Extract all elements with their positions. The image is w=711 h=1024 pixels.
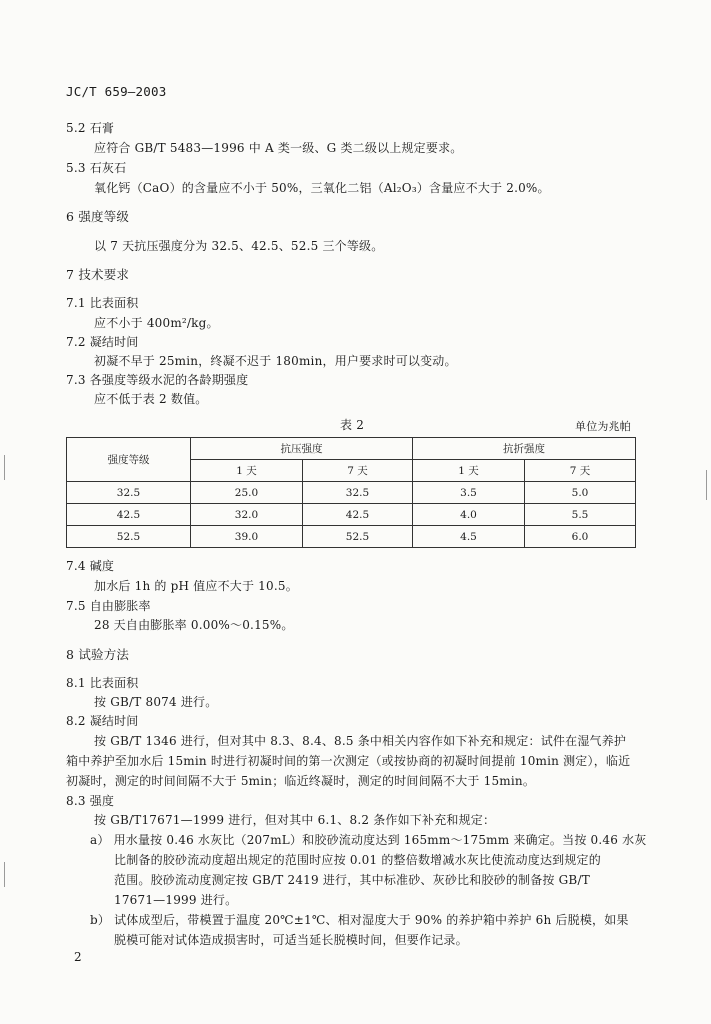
section-7-4-title: 7.4 碱度 (66, 559, 115, 573)
section-5-3-title: 5.3 石灰石 (66, 161, 127, 175)
section-8-2-para: 按 GB/T 1346 进行，但对其中 8.3、8.4、8.5 条中相关内容作如下补充和规定：试件在湿气养护 (94, 734, 627, 748)
table-cell: 52.5 (303, 526, 413, 548)
section-8-2-para: 箱中养护至加水后 15min 时进行初凝时间的第一次测定（或按协商的初凝时间提前 10min 测定），临近 (66, 754, 631, 768)
section-8-3-title: 8.3 强度 (66, 794, 115, 808)
section-6-body: 以 7 天抗压强度分为 32.5、42.5、52.5 三个等级。 (94, 239, 384, 253)
strength-table (66, 437, 636, 548)
table-caption: 表 2 (340, 418, 365, 432)
table-cell: 32.0 (191, 504, 303, 526)
section-7-4-body: 加水后 1h 的 pH 值应不大于 10.5。 (94, 579, 298, 593)
item-a-line: 比制备的胶砂流动度超出规定的范围时应按 0.01 的整倍数增减水灰比使流动度达到规定的 (114, 853, 601, 867)
section-7-3-body: 应不低于表 2 数值。 (94, 392, 208, 406)
table-cell: 52.5 (67, 526, 191, 548)
table-cell: 5.0 (525, 482, 636, 504)
section-8-1-body: 按 GB/T 8074 进行。 (94, 695, 218, 709)
sub-header: 7 天 (303, 460, 413, 482)
section-7-5-title: 7.5 自由膨胀率 (66, 599, 151, 613)
section-8-title: 8 试验方法 (66, 647, 130, 662)
item-a-line: a） 用水量按 0.46 水灰比（207mL）和胶砂流动度达到 165mm～175mm 来确定。当按 0.46 水灰 (90, 833, 647, 847)
standard-code: JC/T 659—2003 (66, 84, 167, 99)
table-row (67, 526, 636, 548)
table-cell: 3.5 (413, 482, 525, 504)
table-cell: 6.0 (525, 526, 636, 548)
sub-header: 1 天 (191, 460, 303, 482)
section-7-1-body: 应不小于 400m²/kg。 (94, 316, 219, 330)
table-row (67, 504, 636, 526)
section-7-2-title: 7.2 凝结时间 (66, 335, 139, 349)
section-8-2-title: 8.2 凝结时间 (66, 714, 139, 728)
section-8-1-title: 8.1 比表面积 (66, 676, 139, 690)
table-row (67, 482, 636, 504)
section-5-3-body: 氧化钙（CaO）的含量应不小于 50%，三氧化二铝（Al₂O₃）含量应不大于 2.0%。 (94, 181, 550, 195)
table-cell: 39.0 (191, 526, 303, 548)
scan-edge-mark (706, 470, 707, 500)
item-b-line: b） 试体成型后，带模置于温度 20℃±1℃、相对湿度大于 90% 的养护箱中养护 6h 后脱模，如果 (90, 913, 629, 927)
sub-header: 7 天 (525, 460, 636, 482)
scan-edge-mark (4, 862, 5, 887)
section-7-1-title: 7.1 比表面积 (66, 296, 139, 310)
section-5-2-title: 5.2 石膏 (66, 121, 115, 135)
table-cell: 4.0 (413, 504, 525, 526)
scan-edge-mark (4, 455, 5, 480)
section-7-2-body: 初凝不早于 25min，终凝不迟于 180min，用户要求时可以变动。 (94, 354, 457, 368)
table-unit: 单位为兆帕 (575, 420, 631, 433)
section-7-title: 7 技术要求 (66, 267, 130, 282)
section-7-5-body: 28 天自由膨胀率 0.00%～0.15%。 (94, 618, 294, 632)
page-number: 2 (74, 950, 82, 964)
table-cell: 32.5 (303, 482, 413, 504)
table-cell: 42.5 (67, 504, 191, 526)
section-5-2-body: 应符合 GB/T 5483—1996 中 A 类一级、G 类二级以上规定要求。 (94, 141, 463, 155)
flexural-header: 抗折强度 (413, 438, 636, 460)
grade-header: 强度等级 (67, 438, 191, 482)
table-cell: 4.5 (413, 526, 525, 548)
item-a-line: 17671—1999 进行。 (114, 893, 238, 907)
table-cell: 32.5 (67, 482, 191, 504)
table-cell: 5.5 (525, 504, 636, 526)
section-6-title: 6 强度等级 (66, 209, 130, 224)
table-cell: 42.5 (303, 504, 413, 526)
section-8-3-para: 按 GB/T17671—1999 进行，但对其中 6.1、8.2 条作如下补充和规定： (94, 813, 496, 827)
table-cell: 25.0 (191, 482, 303, 504)
item-a-line: 范围。胶砂流动度测定按 GB/T 2419 进行，其中标准砂、灰砂比和胶砂的制备按 GB/T (114, 873, 590, 887)
section-7-3-title: 7.3 各强度等级水泥的各龄期强度 (66, 373, 249, 387)
section-8-2-para: 初凝时，测定的时间间隔不大于 5min；临近终凝时，测定的时间间隔不大于 15min。 (66, 774, 536, 788)
sub-header: 1 天 (413, 460, 525, 482)
item-b-line: 脱模可能对试体造成损害时，可适当延长脱模时间，但要作记录。 (114, 933, 468, 947)
compressive-header: 抗压强度 (191, 438, 413, 460)
